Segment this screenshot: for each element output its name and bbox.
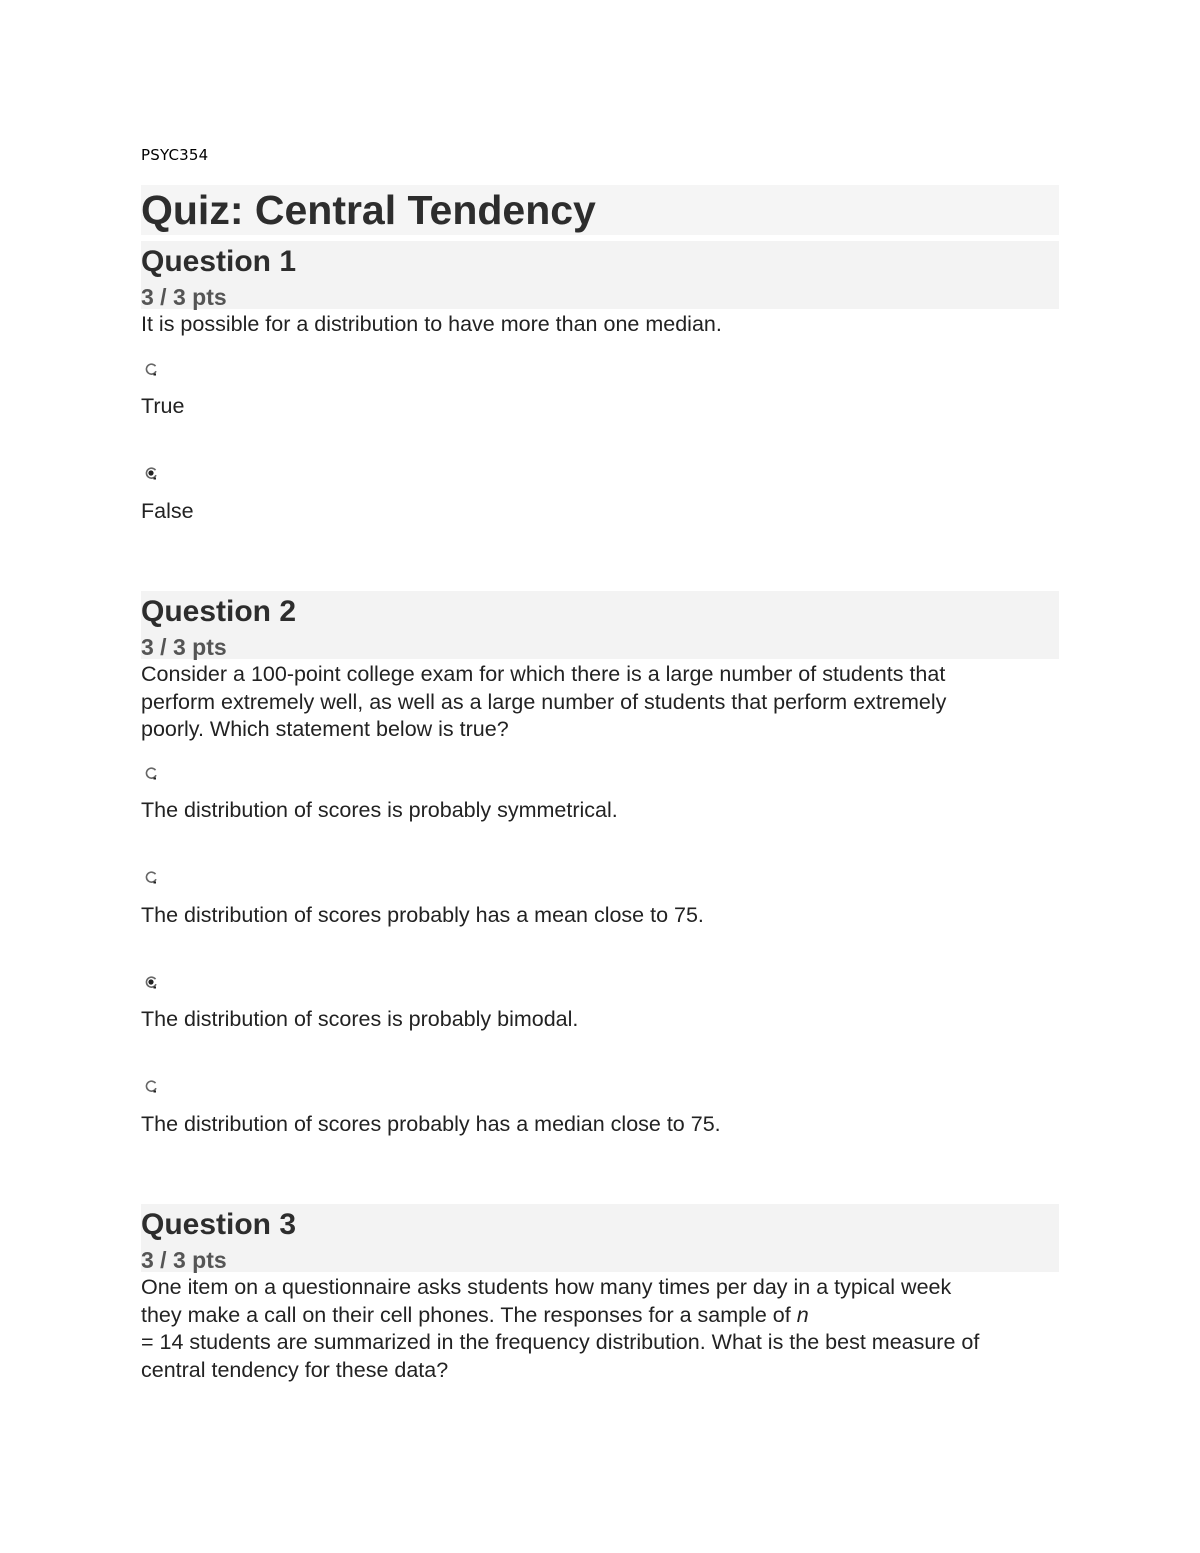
question-1-points: 3 / 3 pts bbox=[141, 284, 227, 310]
answer-option[interactable]: The distribution of scores is probably symmetrical. bbox=[141, 798, 618, 822]
question-2-text-line: perform extremely well, as well as a large number of students that perform extremely bbox=[141, 689, 947, 714]
question-3-title: Question 3 bbox=[141, 1208, 297, 1241]
radio-icon[interactable] bbox=[144, 870, 158, 884]
radio-icon[interactable] bbox=[144, 362, 158, 376]
question-2-points: 3 / 3 pts bbox=[141, 634, 227, 660]
answer-option[interactable]: The distribution of scores probably has a median close to 75. bbox=[141, 1112, 721, 1136]
variable-n: n bbox=[796, 1302, 809, 1327]
question-2-title: Question 2 bbox=[141, 595, 297, 628]
course-code: PSYC354 bbox=[141, 146, 209, 164]
answer-option[interactable]: The distribution of scores probably has a mean close to 75. bbox=[141, 903, 704, 927]
question-3-text-line: = 14 students are summarized in the frequency distribution. What is the best measure of bbox=[141, 1330, 980, 1354]
question-3-text bbox=[141, 1274, 1059, 1384]
question-3-points: 3 / 3 pts bbox=[141, 1247, 227, 1273]
question-3-text-line bbox=[141, 1302, 1059, 1330]
question-3-text-line: One item on a questionnaire asks students how many times per day in a typical week bbox=[141, 1275, 952, 1299]
question-2-text-line: Consider a 100-point college exam for which there is a large number of students that bbox=[141, 662, 946, 686]
answer-option-selected[interactable]: False bbox=[141, 499, 194, 523]
question-3-text-segment: they make a call on their cell phones. The responses for a sample of bbox=[141, 1302, 791, 1327]
question-1-title: Question 1 bbox=[141, 245, 297, 278]
answer-option-selected[interactable]: The distribution of scores is probably bimodal. bbox=[141, 1007, 579, 1031]
radio-icon[interactable] bbox=[144, 1079, 158, 1093]
quiz-title: Quiz: Central Tendency bbox=[141, 187, 596, 233]
question-3-text-line: central tendency for these data? bbox=[141, 1357, 449, 1382]
radio-selected-icon[interactable] bbox=[144, 975, 158, 989]
answer-option[interactable]: True bbox=[141, 394, 185, 418]
question-2-text bbox=[141, 661, 1059, 744]
question-1-text: It is possible for a distribution to have more than one median. bbox=[141, 312, 722, 336]
question-2-text-line: poorly. Which statement below is true? bbox=[141, 717, 509, 741]
radio-icon[interactable] bbox=[144, 766, 158, 780]
radio-selected-icon[interactable] bbox=[144, 466, 158, 480]
